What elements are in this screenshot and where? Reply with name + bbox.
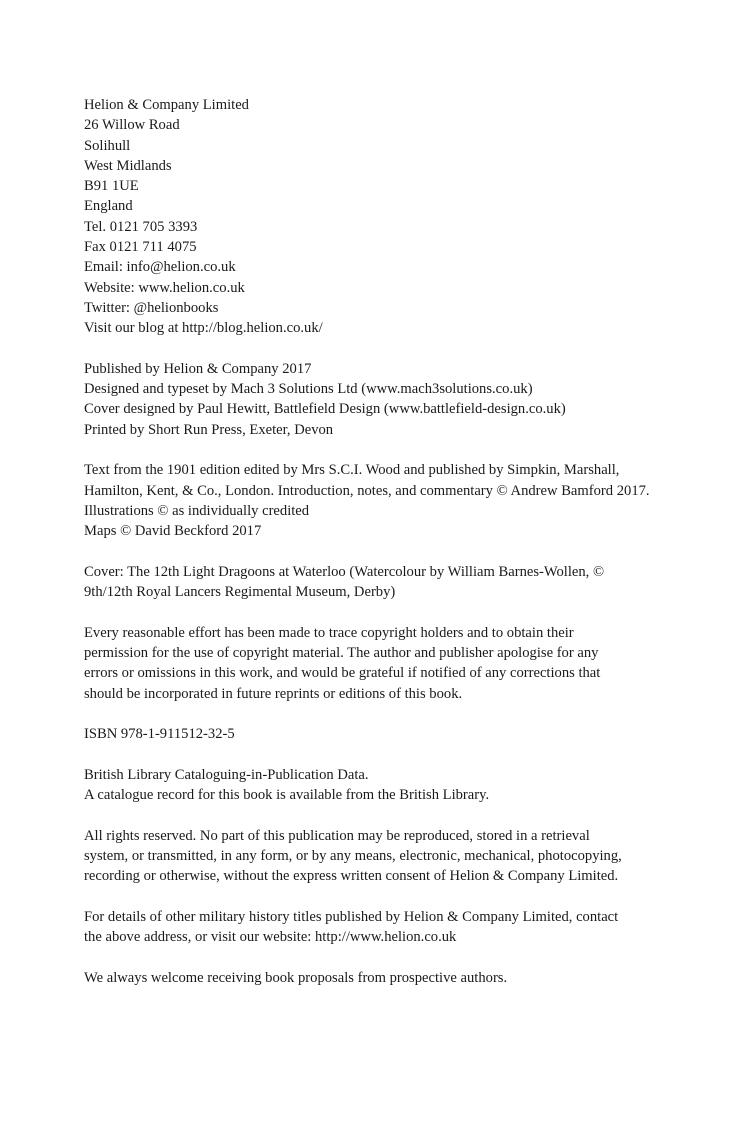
address-street: 26 Willow Road [84, 117, 180, 134]
fax-number: Fax 0121 711 4075 [84, 239, 197, 256]
illustrations-credit-line: Illustrations © as individually credited [84, 502, 310, 519]
production-credits-block [84, 359, 704, 440]
other-titles-line: For details of other military history titles published by Helion & Company Limited, contact [84, 908, 619, 925]
text-credits-line: Hamilton, Kent, & Co., London. Introduction, notes, and commentary © Andrew Bamford 2017. [84, 482, 650, 499]
cover-credit-line: 9th/12th Royal Lancers Regimental Museum, Derby) [84, 584, 396, 601]
rights-reserved-block [84, 826, 704, 887]
telephone-number: Tel. 0121 705 3393 [84, 218, 198, 235]
other-titles-block [84, 907, 704, 948]
address-postcode: B91 1UE [84, 178, 139, 195]
cataloguing-line: A catalogue record for this book is available from the British Library. [84, 787, 490, 804]
address-town: Solihull [84, 137, 131, 154]
copyright-notice-line: should be incorporated in future reprints or editions of this book. [84, 685, 463, 702]
twitter-handle: Twitter: @helionbooks [84, 299, 219, 316]
cover-credit-block [84, 562, 704, 603]
website-address: Website: www.helion.co.uk [84, 279, 245, 296]
address-country: England [84, 198, 133, 215]
rights-line: All rights reserved. No part of this publication may be reproduced, stored in a retrieval [84, 827, 590, 844]
cataloguing-line: British Library Cataloguing-in-Publication Data. [84, 766, 369, 783]
blog-address: Visit our blog at http://blog.helion.co.uk/ [84, 320, 323, 337]
other-titles-line: the above address, or visit our website: http://www.helion.co.uk [84, 929, 457, 946]
printed-by-line: Printed by Short Run Press, Exeter, Devon [84, 421, 334, 438]
published-by-line: Published by Helion & Company 2017 [84, 360, 312, 377]
publisher-address-block [84, 95, 704, 339]
copyright-notice-line: Every reasonable effort has been made to trace copyright holders and to obtain their [84, 624, 574, 641]
text-credits-block [84, 460, 704, 541]
maps-credit-line: Maps © David Beckford 2017 [84, 523, 262, 540]
address-county: West Midlands [84, 157, 172, 174]
text-credits-line: Text from the 1901 edition edited by Mrs S.C.I. Wood and published by Simpkin, Marshall, [84, 462, 620, 479]
copyright-notice-line: errors or omissions in this work, and would be grateful if notified of any corrections that [84, 665, 601, 682]
email-address: Email: info@helion.co.uk [84, 259, 236, 276]
rights-line: system, or transmitted, in any form, or by any means, electronic, mechanical, photocopying, [84, 847, 622, 864]
isbn-block [84, 724, 704, 744]
cover-credit-line: Cover: The 12th Light Dragoons at Waterloo (Watercolour by William Barnes-Wollen, © [84, 563, 605, 580]
copyright-notice-block [84, 623, 704, 704]
typeset-by-line: Designed and typeset by Mach 3 Solutions Ltd (www.mach3solutions.co.uk) [84, 381, 533, 398]
rights-line: recording or otherwise, without the express written consent of Helion & Company Limited. [84, 868, 619, 885]
book-proposals-block [84, 968, 704, 988]
publisher-name: Helion & Company Limited [84, 97, 249, 113]
cover-designed-by-line: Cover designed by Paul Hewitt, Battlefield Design (www.battlefield-design.co.uk) [84, 401, 566, 418]
copyright-page [84, 95, 704, 1008]
cataloguing-block [84, 765, 704, 806]
copyright-notice-line: permission for the use of copyright material. The author and publisher apologise for any [84, 645, 599, 662]
book-proposals-line: We always welcome receiving book proposals from prospective authors. [84, 969, 508, 986]
isbn-number: ISBN 978-1-911512-32-5 [84, 726, 235, 743]
